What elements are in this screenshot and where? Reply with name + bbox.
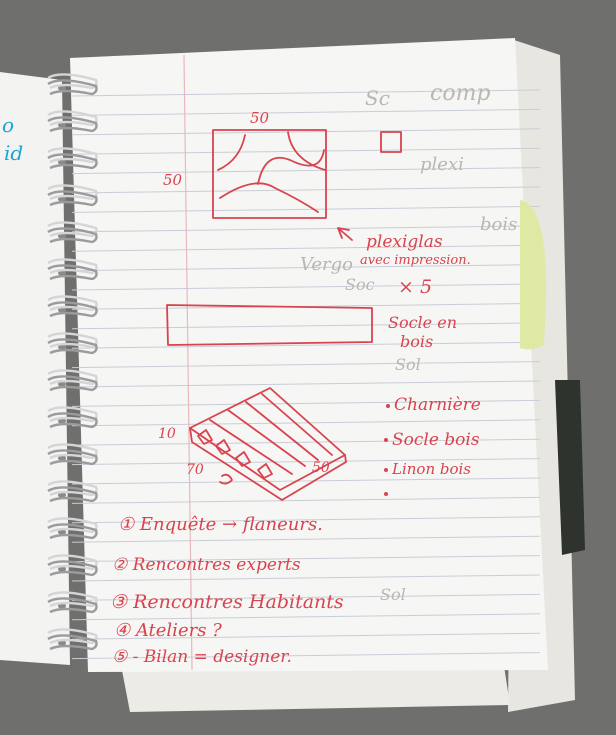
box-dim-right: 50	[312, 460, 330, 476]
ghost-text-7: Sol	[395, 355, 421, 374]
plexiglas-sublabel: avec impression.	[360, 253, 471, 268]
box-dim-bottom: 70	[186, 462, 204, 478]
box-dim-left: 10	[158, 426, 176, 442]
ghost-text-1: comp	[430, 81, 491, 106]
step-2: ② Rencontres experts	[112, 555, 301, 575]
bullet-hinge: Charnière	[394, 395, 481, 415]
ghost-text-6: Vergo	[300, 254, 353, 275]
ghost-text-8: Sol	[380, 585, 406, 604]
bullet-wood-base: Socle bois	[392, 430, 480, 450]
step-4: ④ Ateliers ?	[114, 620, 222, 641]
ghost-text-5: Soc	[345, 275, 375, 294]
plexiglas-label: plexiglas	[366, 232, 443, 252]
main-page	[70, 38, 548, 672]
left-page-fragment-2: id	[4, 141, 24, 165]
ghost-text-2: Sc	[365, 86, 390, 110]
base-label-line2: bois	[400, 332, 434, 351]
square-side-label: 50	[163, 171, 183, 189]
ghost-text-4: bois	[480, 214, 518, 235]
quantity-label: × 5	[398, 276, 433, 298]
left-page-fragment-1: o	[2, 113, 15, 137]
square-top-label: 50	[250, 109, 270, 127]
base-label: Socle en	[388, 313, 457, 332]
bullet-wood-linen: Linon bois	[392, 460, 472, 478]
step-3: ③ Rencontres Habitants	[110, 591, 344, 613]
ghost-text-3: plexi	[420, 154, 464, 175]
step-1: ① Enquête → flaneurs.	[118, 514, 323, 535]
step-5: ⑤ - Bilan = designer.	[112, 647, 292, 667]
